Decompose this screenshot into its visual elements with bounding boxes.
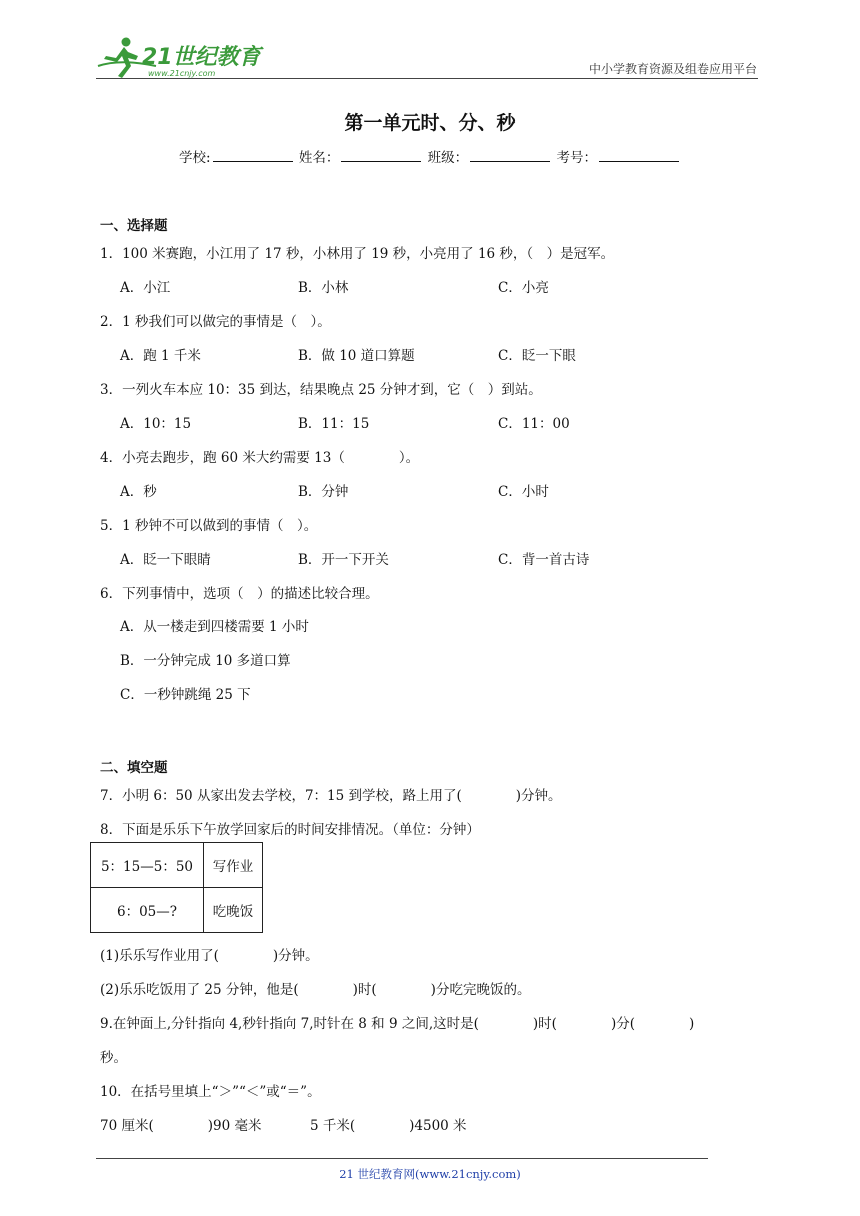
name-field[interactable] xyxy=(341,147,421,162)
q5-option-a[interactable]: A．眨一下眼睛 xyxy=(120,552,211,568)
q5-option-c[interactable]: C．背一首古诗 xyxy=(498,552,590,568)
question-4: 4．小亮去跑步，跑 60 米大约需要 13（ ）。 xyxy=(100,450,420,466)
header-divider xyxy=(96,78,758,79)
table-cell-task: 写作业 xyxy=(204,843,263,888)
q5-option-b[interactable]: B．开一下开关 xyxy=(298,552,389,568)
q1-option-b[interactable]: B．小林 xyxy=(298,280,349,296)
question-10: 10．在括号里填上“＞”“＜”或“＝”。 xyxy=(100,1084,321,1100)
footer-divider xyxy=(96,1158,708,1159)
platform-name: 中小学教育资源及组卷应用平台 xyxy=(588,62,757,76)
footer-link[interactable]: 21 世纪教育网(www.21cnjy.com) xyxy=(339,1167,521,1181)
q1-option-a[interactable]: A．小江 xyxy=(120,280,171,296)
q1-option-c[interactable]: C．小亮 xyxy=(498,280,549,296)
svg-text:www.21cnjy.com: www.21cnjy.com xyxy=(148,69,216,78)
question-3: 3．一列火车本应 10：35 到达，结果晚点 25 分钟才到，它（ ）到站。 xyxy=(100,382,542,398)
q6-option-a[interactable]: A．从一楼走到四楼需要 1 小时 xyxy=(120,619,309,635)
q2-option-b[interactable]: B．做 10 道口算题 xyxy=(298,348,415,364)
q3-option-c[interactable]: C．11：00 xyxy=(498,416,570,432)
table-row xyxy=(91,843,263,888)
question-10-a: 70 厘米( )90 毫米 xyxy=(100,1118,262,1134)
q6-option-c[interactable]: C．一秒钟跳绳 25 下 xyxy=(120,687,251,703)
question-8: 8．下面是乐乐下午放学回家后的时间安排情况。（单位：分钟） xyxy=(100,822,480,838)
q2-option-a[interactable]: A．跑 1 千米 xyxy=(120,348,201,364)
table-cell-time: 5：15—5：50 xyxy=(91,843,204,888)
question-10-b: 5 千米( )4500 米 xyxy=(310,1118,467,1134)
question-1: 1．100 米赛跑，小江用了 17 秒，小林用了 19 秒，小亮用了 16 秒，（ ）是冠军。 xyxy=(100,246,615,262)
page-title: 第一单元时、分、秒 xyxy=(344,112,516,134)
name-label: 姓名： xyxy=(298,150,340,166)
q4-option-b[interactable]: B．分钟 xyxy=(298,484,349,500)
question-9: 9.在钟面上,分针指向 4,秒针指向 7,时针在 8 和 9 之间,这时是( )时( )分( ) xyxy=(100,1016,695,1032)
svg-text:21世纪教育: 21世纪教育 xyxy=(142,45,261,70)
section-heading-choice: 一、选择题 xyxy=(100,218,168,234)
class-label: 班级： xyxy=(427,150,469,166)
q2-option-c[interactable]: C．眨一下眼 xyxy=(498,348,576,364)
question-5: 5．1 秒钟不可以做到的事情（ ）。 xyxy=(100,518,318,534)
exam-no-field[interactable] xyxy=(599,147,679,162)
q4-option-a[interactable]: A．秒 xyxy=(120,484,157,500)
q4-option-c[interactable]: C．小时 xyxy=(498,484,549,500)
table-row xyxy=(91,888,263,933)
question-8-1: (1)乐乐写作业用了( )分钟。 xyxy=(100,948,319,964)
schedule-table xyxy=(90,842,263,933)
student-info-line xyxy=(0,146,860,166)
site-logo xyxy=(96,36,266,80)
q6-option-b[interactable]: B．一分钟完成 10 多道口算 xyxy=(120,653,291,669)
section-heading-fill: 二、填空题 xyxy=(100,760,168,776)
table-cell-task: 吃晚饭 xyxy=(204,888,263,933)
q3-option-b[interactable]: B．11：15 xyxy=(298,416,370,432)
exam-no-label: 考号： xyxy=(556,150,597,166)
question-9-cont: 秒。 xyxy=(100,1050,127,1066)
q3-option-a[interactable]: A．10：15 xyxy=(120,416,192,432)
class-field[interactable] xyxy=(470,147,550,162)
question-8-2: (2)乐乐吃饭用了 25 分钟，他是( )时( )分吃完晚饭的。 xyxy=(100,982,531,998)
table-cell-time: 6：05—? xyxy=(91,888,204,933)
question-2: 2．1 秒我们可以做完的事情是（ ）。 xyxy=(100,314,331,330)
question-7: 7．小明 6：50 从家出发去学校，7：15 到学校，路上用了( )分钟。 xyxy=(100,788,562,804)
school-label: 学校: xyxy=(179,150,211,166)
question-6: 6．下列事情中，选项（ ）的描述比较合理。 xyxy=(100,586,379,602)
school-field[interactable] xyxy=(213,147,293,162)
